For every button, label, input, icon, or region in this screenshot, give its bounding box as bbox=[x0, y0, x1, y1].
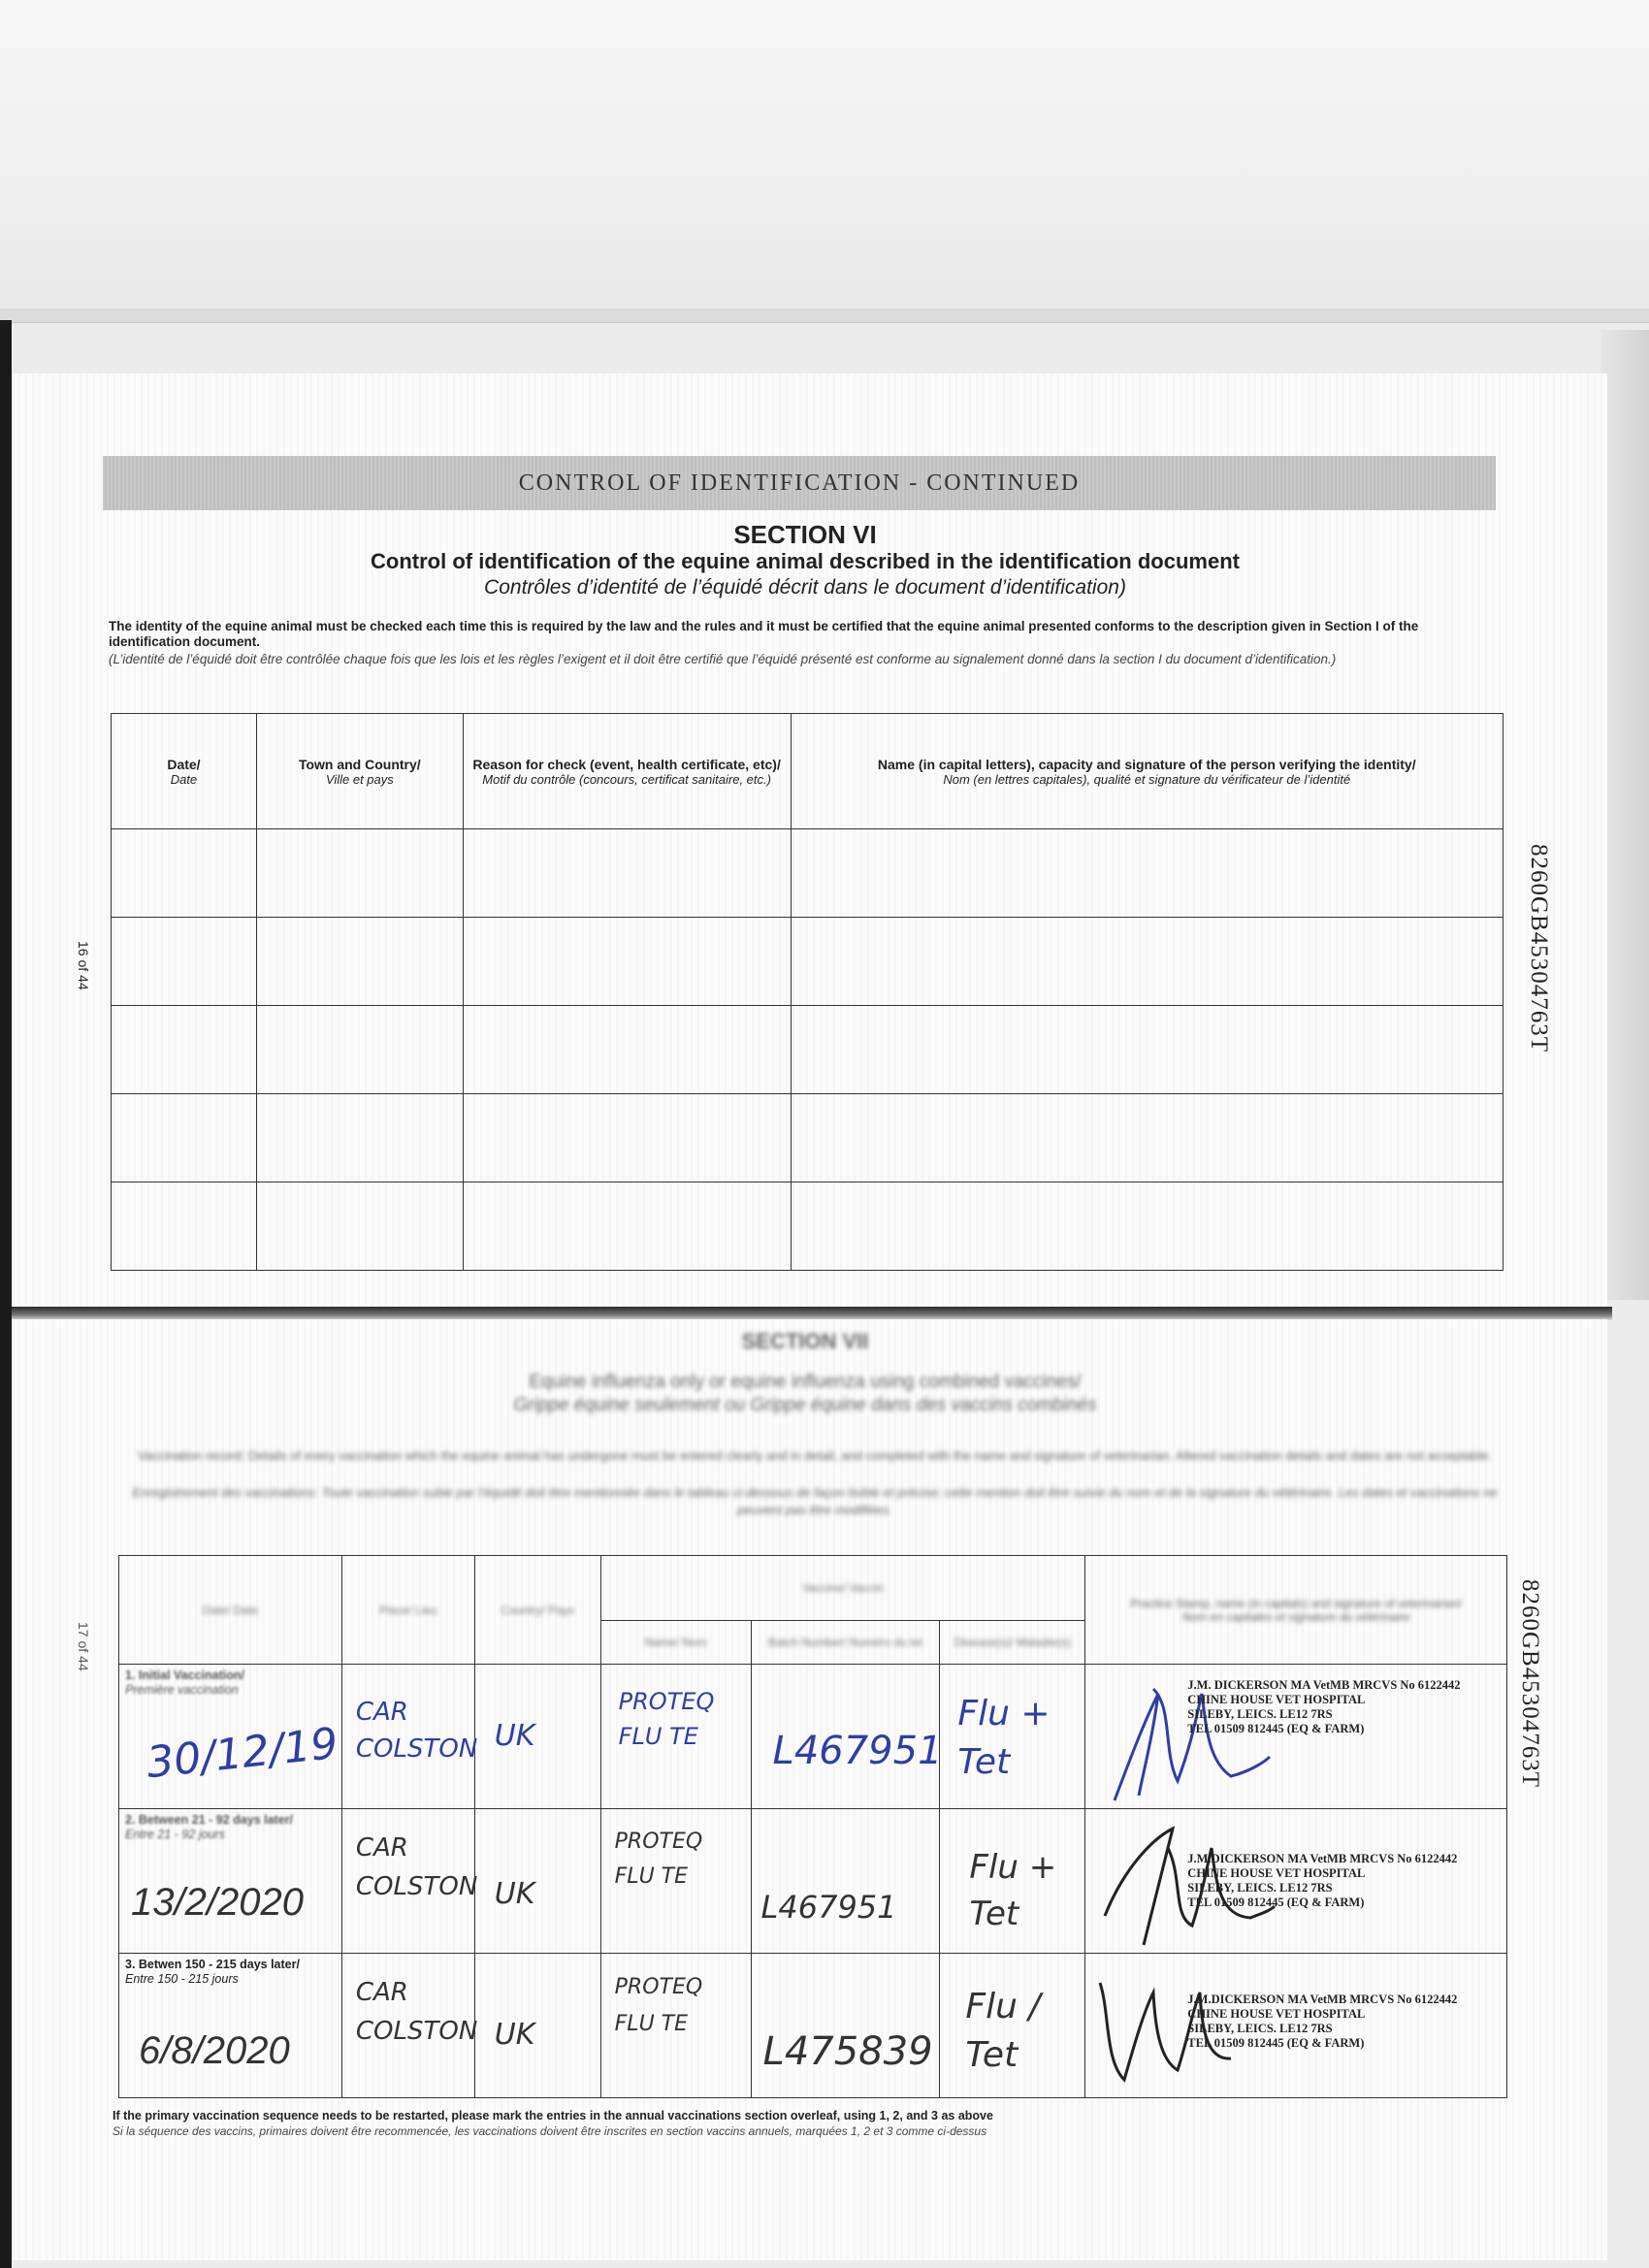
footnote-en: If the primary vaccination sequence needs to be restarted, please mark the entries in the annual vaccinations section overleaf, using 1, 2, and 3 as above bbox=[113, 2109, 993, 2122]
cell[interactable] bbox=[256, 1006, 463, 1094]
scanner-background bbox=[0, 0, 1649, 320]
cell-place[interactable] bbox=[341, 1809, 478, 1954]
book-gutter bbox=[12, 1307, 1612, 1320]
col-country: Country/ Pays bbox=[474, 1556, 600, 1665]
vaccine-name-handwritten: PROTEQ FLU TE bbox=[614, 1830, 703, 1889]
batch-handwritten: L467951 bbox=[760, 1889, 897, 1926]
practice-stamp-3: J.M.DICKERSON MA VetMB MRCVS No 6122442 CHINE HOUSE VET HOSPITAL SILEBY, LEICS. LE12 7RS TEL 01509 812445 (EQ & FARM) bbox=[1187, 1993, 1458, 2050]
practice-stamp-1: J.M. DICKERSON MA VetMB MRCVS No 6122442 CHINE HOUSE VET HOSPITAL SILEBY, LEICS. LE12 7RS TEL 01509 812445 (EQ & FARM) bbox=[1187, 1678, 1461, 1735]
cell[interactable] bbox=[256, 1094, 463, 1183]
cell-country[interactable] bbox=[474, 1665, 600, 1809]
date-handwritten: 6/8/2020 bbox=[139, 2029, 290, 2072]
cell-vaccine-name[interactable] bbox=[600, 1665, 751, 1809]
cell[interactable] bbox=[463, 1006, 791, 1094]
cell[interactable] bbox=[112, 1094, 257, 1183]
cell[interactable] bbox=[256, 829, 463, 918]
section7-record-fr: Enregistrement des vaccinations: Toute vaccination subie par l’équidé doit être mentionnée dans le tableau ci-dessous de façon lisible et précise; cette mention doit être suivie du nom et de la signature du vétérinaire. Les dates et vaccinations ne peuvent pas être modifiées. bbox=[132, 1485, 1498, 1517]
cell-practice[interactable] bbox=[1085, 1954, 1507, 2098]
cell-place[interactable] bbox=[341, 1665, 478, 1809]
scan-edge bbox=[0, 320, 12, 2268]
cell[interactable] bbox=[463, 918, 791, 1006]
cell[interactable] bbox=[791, 829, 1503, 918]
cell-vaccine-name[interactable] bbox=[600, 1809, 751, 1954]
cell-date[interactable]: 2. Between 21 - 92 days later/ Entre 21 - 92 jours 13/2/2020 bbox=[119, 1809, 342, 1954]
place-handwritten: CAR COLSTON bbox=[355, 1978, 478, 2046]
disease-handwritten: Flu / Tet bbox=[965, 1987, 1041, 2075]
section6-intro-fr: (L’identité de l’équidé doit être contrôlée chaque fois que les lois et les règles l’exigent et il doit être certifié que l’équidé présenté est conforme au signalement donné dans la section I du document d’identification.) bbox=[109, 652, 1337, 666]
cell-country[interactable] bbox=[474, 1954, 600, 2098]
cell[interactable] bbox=[463, 1183, 791, 1271]
col-disease: Disease(s)/ Maladie(s) bbox=[940, 1621, 1085, 1665]
cell-vaccine-name[interactable] bbox=[600, 1954, 751, 2098]
cell[interactable] bbox=[256, 918, 463, 1006]
section7-subtitle-fr: Grippe équine seulement ou Grippe équine dans des vaccins combinés bbox=[513, 1395, 1097, 1415]
batch-handwritten: L467951 bbox=[772, 1729, 943, 1773]
col-vaccine: Vaccine/ Vaccin bbox=[600, 1556, 1085, 1621]
cell[interactable] bbox=[791, 1183, 1503, 1271]
cell[interactable] bbox=[112, 1006, 257, 1094]
cell[interactable] bbox=[112, 829, 257, 918]
cell[interactable] bbox=[112, 1183, 257, 1271]
col-practice: Practice Stamp, name (in capitals) and signature of veterinarian/ Nom en capitales et signature du vétérinaire bbox=[1085, 1556, 1507, 1665]
vaccination-table bbox=[118, 1555, 1507, 2098]
cell[interactable] bbox=[463, 829, 791, 918]
table-row bbox=[112, 1006, 1504, 1094]
table-row bbox=[112, 829, 1504, 918]
vaccine-name-handwritten: PROTEQ FLU TE bbox=[618, 1688, 715, 1750]
cell-disease[interactable] bbox=[940, 1954, 1085, 2098]
col-date: Date/ Date bbox=[119, 1556, 342, 1665]
country-handwritten: UK bbox=[494, 2018, 535, 2052]
disease-handwritten: Flu + Tet bbox=[957, 1694, 1051, 1782]
cell[interactable] bbox=[791, 1094, 1503, 1183]
practice-stamp-2: J.M.DICKERSON MA VetMB MRCVS No 6122442 CHINE HOUSE VET HOSPITAL SILEBY, LEICS. LE12 7RS TEL 01509 812445 (EQ & FARM) bbox=[1187, 1852, 1458, 1909]
continued-header: CONTROL OF IDENTIFICATION - CONTINUED bbox=[518, 470, 1081, 496]
cell-practice[interactable] bbox=[1085, 1809, 1507, 1954]
table-header-row bbox=[112, 714, 1504, 829]
identity-check-table bbox=[111, 713, 1504, 1271]
section7-title: SECTION VII bbox=[741, 1329, 869, 1353]
table-row bbox=[119, 1954, 1507, 2098]
col-batch-number: Batch Number/ Numéro du lot bbox=[751, 1621, 940, 1665]
section6-intro-en: The identity of the equine animal must be checked each time this is required by the law and the rules and it must be certified that the equine animal presented conforms to the description given in Section I of the identification document. bbox=[109, 619, 1419, 649]
col-verifier: Name (in capital letters), capacity and signature of the person verifying the identity/ Nom (en lettres capitales), qualité et signature du vérificateur de l’identité bbox=[791, 714, 1503, 829]
cell[interactable] bbox=[463, 1094, 791, 1183]
table-row bbox=[112, 1183, 1504, 1271]
section6-subtitle-fr: Contrôles d’identité de l’équidé décrit dans le document d’identification) bbox=[484, 576, 1126, 599]
cell-date[interactable]: 1. Initial Vaccination/ Première vaccination 30/12/19 bbox=[119, 1665, 342, 1809]
plastic-sleeve-right bbox=[1600, 330, 1649, 1300]
section6-title: SECTION VI bbox=[733, 520, 877, 549]
section6-subtitle-en: Control of identification of the equine animal described in the identification document bbox=[371, 549, 1240, 573]
plastic-sleeve-edge bbox=[0, 308, 1649, 323]
date-handwritten: 30/12/19 bbox=[144, 1718, 340, 1789]
cell[interactable] bbox=[791, 918, 1503, 1006]
cell[interactable] bbox=[791, 1006, 1503, 1094]
cell[interactable] bbox=[256, 1183, 463, 1271]
page-number-16: 16 of 44 bbox=[76, 941, 91, 990]
cell-batch-number[interactable] bbox=[751, 1665, 943, 1809]
country-handwritten: UK bbox=[494, 1877, 535, 1911]
cell-place[interactable] bbox=[341, 1954, 478, 2098]
cell-date[interactable]: 3. Betwen 150 - 215 days later/ Entre 150 - 215 jours 6/8/2020 bbox=[119, 1954, 342, 2098]
cell-disease[interactable] bbox=[940, 1665, 1085, 1809]
col-date: Date/ Date bbox=[112, 714, 257, 829]
table-row bbox=[112, 1094, 1504, 1183]
place-handwritten: CAR COLSTON bbox=[355, 1698, 478, 1764]
document-code-top: 8260GB45304763T bbox=[1526, 844, 1552, 1053]
cell[interactable] bbox=[112, 918, 257, 1006]
cell-country[interactable] bbox=[474, 1809, 600, 1954]
continued-header-bar bbox=[103, 456, 1496, 510]
section7-subtitle-en: Equine influenza only or equine influenza using combined vaccines/ bbox=[529, 1372, 1082, 1392]
disease-handwritten: Flu + Tet bbox=[969, 1848, 1057, 1933]
section7-record-en: Vaccination record: Details of every vaccination which the equine animal has undergone must be entered clearly and in detail, and completed with the name and signature of veterinarian. Altered vaccination details and dates are not acceptable. bbox=[138, 1448, 1492, 1463]
table-row bbox=[119, 1665, 1507, 1809]
cell-practice[interactable] bbox=[1085, 1665, 1507, 1809]
document-code-bottom: 8260GB45304763T bbox=[1517, 1579, 1543, 1788]
page-number-17: 17 of 44 bbox=[76, 1622, 91, 1671]
cell-batch-number[interactable] bbox=[751, 1809, 940, 1954]
col-place: Place/ Lieu bbox=[341, 1556, 474, 1665]
vaccine-name-handwritten: PROTEQ FLU TE bbox=[614, 1975, 703, 2036]
col-reason: Reason for check (event, health certificate, etc)/ Motif du contrôle (concours, certificat sanitaire, etc.) bbox=[463, 714, 791, 829]
place-handwritten: CAR COLSTON bbox=[355, 1833, 478, 1901]
cell-disease[interactable] bbox=[940, 1809, 1085, 1954]
col-vaccine-name: Name/ Nom bbox=[600, 1621, 751, 1665]
col-town-country: Town and Country/ Ville et pays bbox=[256, 714, 463, 829]
date-handwritten: 13/2/2020 bbox=[131, 1881, 304, 1924]
table-row bbox=[112, 918, 1504, 1006]
cell-batch-number[interactable] bbox=[751, 1954, 940, 2098]
table-row bbox=[119, 1809, 1507, 1954]
table-header-row bbox=[119, 1556, 1507, 1621]
footnote-fr: Si la séquence des vaccins, primaires doivent être recommencée, les vaccinations doivent être inscrites en section vaccins annuels, marquées 1, 2 et 3 comme ci-dessus bbox=[113, 2124, 987, 2138]
country-handwritten: UK bbox=[494, 1719, 535, 1753]
batch-handwritten: L475839 bbox=[762, 2029, 933, 2074]
